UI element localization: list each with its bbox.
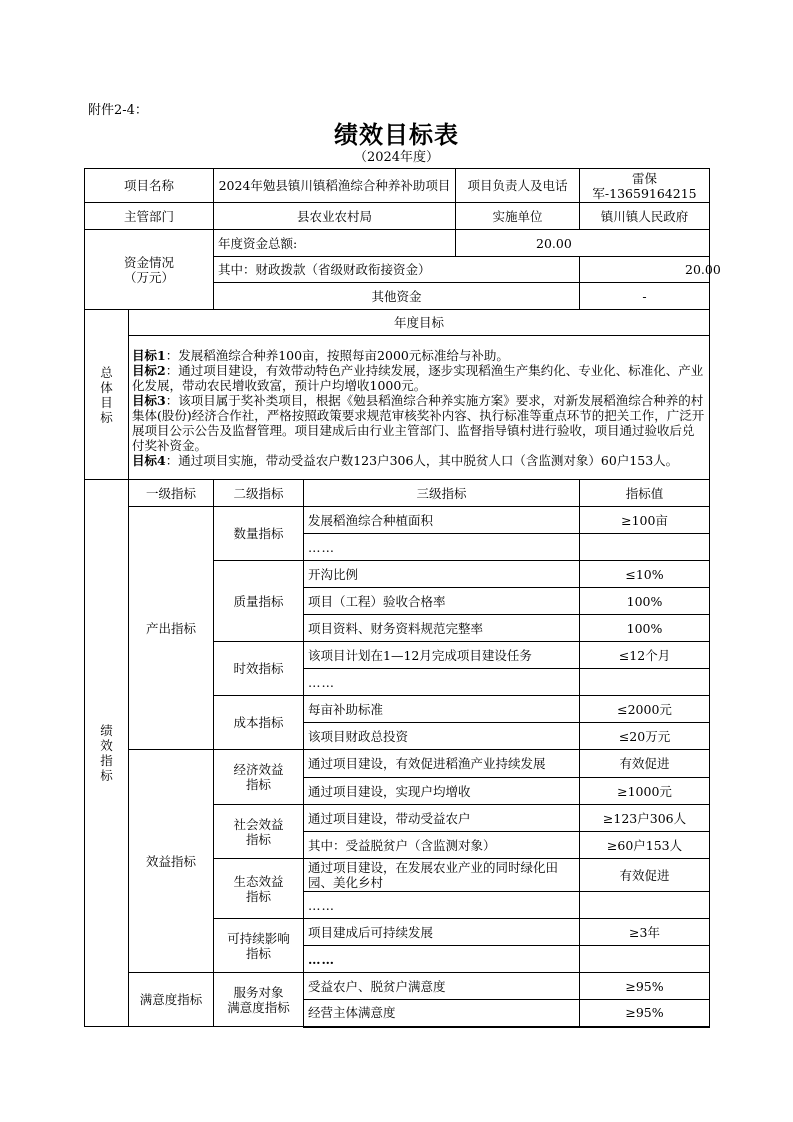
indicator-name: 通过项目建设，带动受益农户 xyxy=(304,805,580,832)
funds-label-line2: （万元） xyxy=(124,269,175,285)
performance-table xyxy=(84,168,721,1028)
label-line: 可持续影响 xyxy=(227,930,290,946)
indicator-value: ≤10% xyxy=(580,561,710,588)
level1-header: 一级指标 xyxy=(129,480,214,507)
goal-tag: 目标3 xyxy=(132,392,166,408)
side-char: 绩 xyxy=(100,723,113,738)
funds-fiscal-label: 其中：财政拨款（省级财政衔接资金） xyxy=(214,257,580,283)
funds-total-value: 20.00 xyxy=(456,230,710,257)
label-line: 满意度指标 xyxy=(227,999,290,1015)
side-char: 总 xyxy=(100,364,113,380)
indicator-name: 项目（工程）验收合格率 xyxy=(304,588,580,615)
indicator-name: …… xyxy=(304,534,580,561)
benefit-indicators-label: 效益指标 xyxy=(129,750,214,973)
side-char: 体 xyxy=(100,379,113,395)
indicator-name: 每亩补助标准 xyxy=(304,696,580,723)
goal-text: ：发展稻渔综合种养100亩，按照每亩2000元标准给与补助。 xyxy=(165,347,509,363)
quantity-indicator-label: 数量指标 xyxy=(214,507,304,561)
indicator-value: ≥123户306人 xyxy=(580,805,710,832)
project-name-value: 2024年勉县镇川镇稻渔综合种养补助项目 xyxy=(214,169,456,203)
performance-indicators-side-label xyxy=(85,480,129,1027)
funds-label-line1: 资金情况 xyxy=(124,254,175,270)
leader-label: 项目负责人及电话 xyxy=(456,169,580,203)
indicator-name: …… xyxy=(304,892,580,919)
attachment-label: 附件2-4： xyxy=(88,103,148,118)
indicator-value xyxy=(580,534,710,561)
indicator-name: 发展稻渔综合种植面积 xyxy=(304,507,580,534)
output-indicators-label: 产出指标 xyxy=(129,507,214,750)
indicator-value xyxy=(580,892,710,919)
indicator-value: 100% xyxy=(580,615,710,642)
indicator-name: 其中：受益脱贫户（含监测对象） xyxy=(304,832,580,859)
goal-tag: 目标4 xyxy=(132,452,166,468)
dept-row xyxy=(85,203,710,230)
goal-text: ：通过项目实施，带动受益农户数123户306人，其中脱贫人口（含监测对象）60户153人。 xyxy=(165,452,679,468)
indicator-name: 开沟比例 xyxy=(304,561,580,588)
unit-label: 实施单位 xyxy=(456,203,580,230)
indicator-name: 通过项目建设，在发展农业产业的同时绿化田园、美化乡村 xyxy=(304,859,580,892)
indicator-name: 该项目财政总投资 xyxy=(304,723,580,750)
indicator-name: 项目资料、财务资料规范完整率 xyxy=(304,615,580,642)
indicator-value: ≥95% xyxy=(580,1000,710,1027)
annual-goals-text xyxy=(129,336,710,480)
indicator-value: ≥100亩 xyxy=(580,507,710,534)
side-char: 指 xyxy=(100,753,113,768)
label-line: 生态效益 xyxy=(233,873,284,889)
service-satisfaction-label xyxy=(214,973,304,1027)
goal-item xyxy=(132,363,705,393)
value-header: 指标值 xyxy=(580,480,710,507)
goal-text: ：通过项目建设，有效带动特色产业持续发展，逐步实现稻渔生产集约化、专业化、标准化、产业化发展，带动农民增收致富，预计户均增收1000元。 xyxy=(132,362,704,393)
goal-item xyxy=(132,348,705,363)
funds-other-value: - xyxy=(580,283,710,310)
indicator-value xyxy=(580,669,710,696)
annual-goals-header: 年度目标 xyxy=(129,310,710,336)
indicator-name: …… xyxy=(304,946,580,973)
indicator-value: ≤20万元 xyxy=(580,723,710,750)
label-line: 经济效益 xyxy=(233,762,284,777)
side-char: 标 xyxy=(100,409,113,425)
goal-text: ：该项目属于奖补类项目，根据《勉县稻渔综合种养实施方案》要求，对新发展稻渔综合种养的村集体(股份)经济合作社，严格按照政策要求规范审核奖补内容、执行标准等重点环节的把关工作，广泛开展项目公示公告及监督管理。项目建成后由行业主管部门、监督指导镇村进行验收，项目通过验收后兑付奖补资金。 xyxy=(132,392,705,453)
funds-other-label: 其他资金 xyxy=(214,283,580,310)
label-line: 服务对象 xyxy=(233,984,284,1000)
goal-tag: 目标2 xyxy=(132,362,166,378)
timeliness-indicator-label: 时效指标 xyxy=(214,642,304,696)
satisfaction-indicators-label: 满意度指标 xyxy=(129,973,214,1027)
funds-fiscal-value: 20.00 xyxy=(580,257,710,283)
overall-goals-side-label xyxy=(85,310,129,480)
indicator-name: 项目建成后可持续发展 xyxy=(304,919,580,946)
social-indicator-label xyxy=(214,805,304,859)
indicator-name: 通过项目建设，实现户均增收 xyxy=(304,778,580,805)
unit-value: 镇川镇人民政府 xyxy=(580,203,710,230)
year-subtitle: （2024年度） xyxy=(353,150,440,165)
indicator-value xyxy=(580,946,710,973)
page-title: 绩效目标表 xyxy=(334,120,459,149)
label-line: 指标 xyxy=(246,777,272,792)
label-line: 指标 xyxy=(246,831,272,847)
indicator-row xyxy=(85,750,710,778)
goal-tag: 目标1 xyxy=(132,347,166,363)
side-char: 效 xyxy=(100,738,113,753)
level3-header: 三级指标 xyxy=(304,480,580,507)
indicator-value: 100% xyxy=(580,588,710,615)
indicator-value: 有效促进 xyxy=(580,750,710,778)
indicator-value: ≥3年 xyxy=(580,919,710,946)
indicator-value: ≥95% xyxy=(580,973,710,1000)
level2-header: 二级指标 xyxy=(214,480,304,507)
goal-item xyxy=(132,453,705,468)
goals-header-row xyxy=(85,310,710,336)
dept-value: 县农业农村局 xyxy=(214,203,456,230)
indicator-row xyxy=(85,973,710,1000)
indicator-name: 该项目计划在1—12月完成项目建设任务 xyxy=(304,642,580,669)
funds-total-row xyxy=(85,230,710,257)
project-row xyxy=(85,169,710,203)
indicator-value: ≤12个月 xyxy=(580,642,710,669)
side-char: 目 xyxy=(100,394,113,410)
label-line: 指标 xyxy=(246,888,272,904)
indicator-value: ≥60户153人 xyxy=(580,832,710,859)
indicator-header-row xyxy=(85,480,710,507)
funds-label xyxy=(85,230,214,310)
indicator-name: …… xyxy=(304,669,580,696)
indicator-value: 有效促进 xyxy=(580,859,710,892)
funds-total-label: 年度资金总额: xyxy=(214,230,456,257)
indicator-value: ≤2000元 xyxy=(580,696,710,723)
economic-indicator-label xyxy=(214,750,304,805)
indicator-row xyxy=(85,507,710,534)
cost-indicator-label: 成本指标 xyxy=(214,696,304,750)
quality-indicator-label: 质量指标 xyxy=(214,561,304,642)
ecological-indicator-label xyxy=(214,859,304,919)
goals-content-row xyxy=(85,336,710,480)
sustainable-indicator-label xyxy=(214,919,304,973)
side-char: 标 xyxy=(100,768,113,783)
label-line: 社会效益 xyxy=(233,816,284,832)
leader-value: 雷保军-13659164215 xyxy=(580,169,710,203)
indicator-value: ≥1000元 xyxy=(580,778,710,805)
indicator-name: 受益农户、脱贫户满意度 xyxy=(304,973,580,1000)
project-name-label: 项目名称 xyxy=(85,169,214,203)
label-line: 指标 xyxy=(246,945,272,961)
goal-item xyxy=(132,393,705,453)
indicator-name: 通过项目建设，有效促进稻渔产业持续发展 xyxy=(304,750,580,778)
dept-label: 主管部门 xyxy=(85,203,214,230)
indicator-name: 经营主体满意度 xyxy=(304,1000,580,1027)
